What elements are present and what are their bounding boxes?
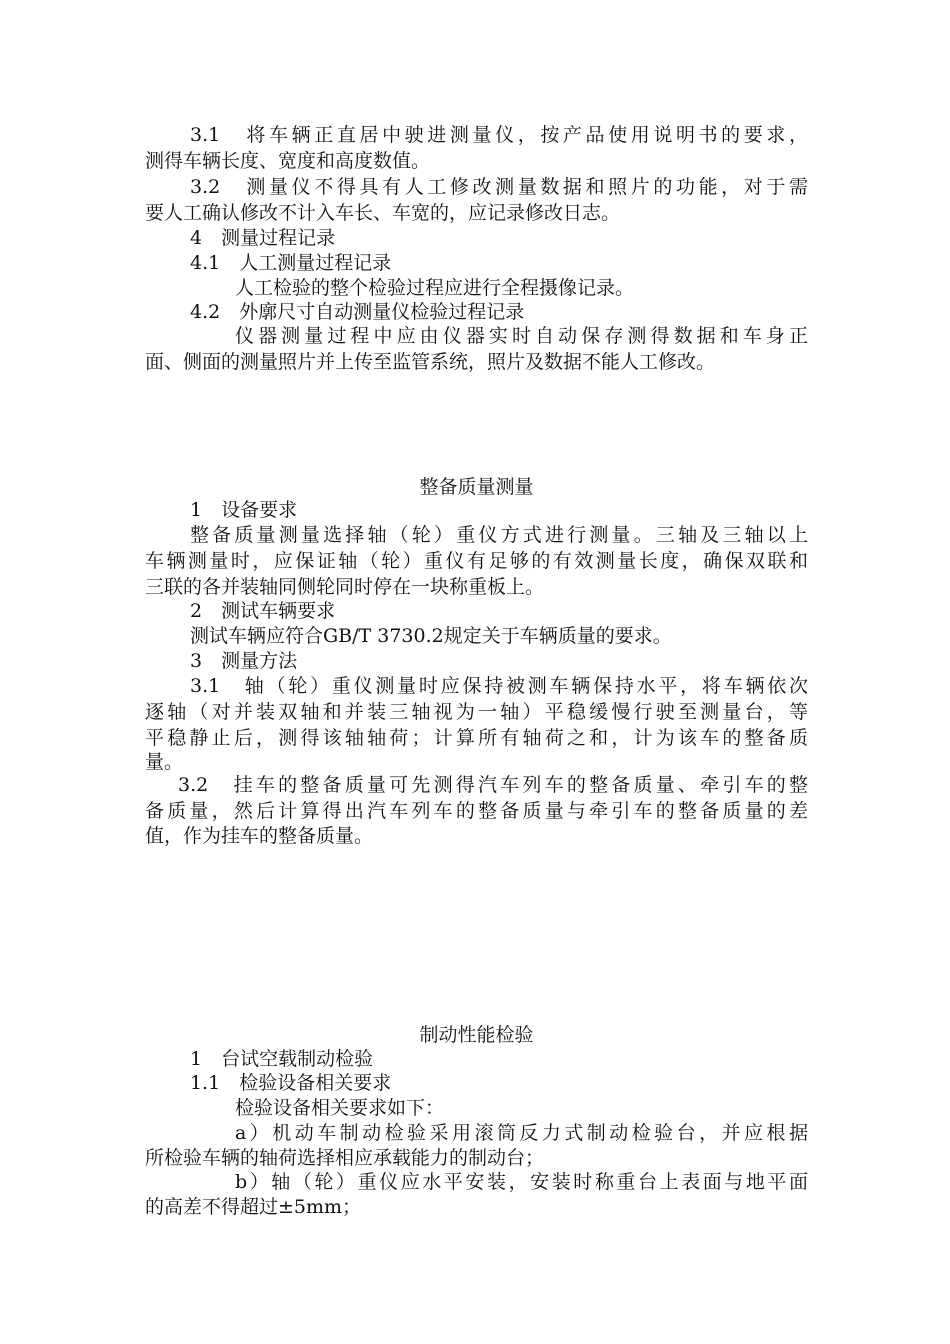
paragraph-mass-1-line-2: 车辆测量时，应保证轴（轮）重仪有足够的有效测量长度，确保双联和	[145, 550, 808, 572]
paragraph-mass-3-1-line-4: 量。	[145, 751, 184, 773]
paragraph-mass-3-1-line-1: 3.1 轴（轮）重仪测量时应保持被测车辆保持水平，将车辆依次	[190, 675, 808, 697]
paragraph-mass-3-2-line-3: 值，作为挂车的整备质量。	[145, 825, 374, 847]
paragraph-4-1: 人工检验的整个检验过程应进行全程摄像记录。	[235, 277, 635, 299]
paragraph-3-2-line-1: 3.2 测量仪不得具有人工修改测量数据和照片的功能，对于需	[190, 176, 808, 198]
paragraph-3-2-line-2: 要人工确认修改不计入车长、车宽的，应记录修改日志。	[145, 202, 621, 224]
item-b-line-1: b）轴（轮）重仪应水平安装，安装时称重台上表面与地平面	[235, 1171, 808, 1193]
paragraph-4-2-line-2: 面、侧面的测量照片并上传至监管系统，照片及数据不能人工修改。	[145, 351, 716, 373]
heading-4-1: 4.1 人工测量过程记录	[190, 252, 392, 274]
heading-mass-3: 3 测量方法	[190, 650, 298, 672]
heading-brake-1-1: 1.1 检验设备相关要求	[190, 1072, 392, 1094]
paragraph-mass-1-line-1: 整备质量测量选择轴（轮）重仪方式进行测量。三轴及三轴以上	[190, 524, 808, 546]
item-b-line-2: 的高差不得超过±5mm；	[145, 1196, 362, 1218]
paragraph-mass-3-2-line-1: 3.2 挂车的整备质量可先测得汽车列车的整备质量、牵引车的整	[178, 774, 808, 796]
paragraph-brake-intro: 检验设备相关要求如下：	[235, 1097, 445, 1119]
item-a-line-1: a）机动车制动检验采用滚筒反力式制动检验台，并应根据	[235, 1122, 808, 1144]
paragraph-mass-3-1-line-2: 逐轴（对并装双轴和并装三轴视为一轴）平稳缓慢行驶至测量台，等	[145, 701, 808, 723]
heading-mass-2: 2 测试车辆要求	[190, 600, 336, 622]
section-title-mass: 整备质量测量	[419, 476, 534, 498]
paragraph-mass-1-line-3: 三联的各并装轴同侧轮同时停在一块称重板上。	[145, 576, 545, 598]
item-a-line-2: 所检验车辆的轴荷选择相应承载能力的制动台；	[145, 1147, 545, 1169]
paragraph-mass-3-1-line-3: 平稳静止后，测得该轴轴荷；计算所有轴荷之和，计为该车的整备质	[145, 727, 808, 749]
paragraph-3-1-line-2: 测得车辆长度、宽度和高度数值。	[145, 150, 431, 172]
heading-4: 4 测量过程记录	[190, 227, 336, 249]
heading-brake-1: 1 台试空载制动检验	[190, 1048, 374, 1070]
paragraph-4-2-line-1: 仪器测量过程中应由仪器实时自动保存测得数据和车身正	[235, 325, 808, 347]
paragraph-mass-3-2-line-2: 备质量，然后计算得出汽车列车的整备质量与牵引车的整备质量的差	[145, 800, 808, 822]
heading-mass-1: 1 设备要求	[190, 499, 298, 521]
paragraph-mass-2: 测试车辆应符合GB/T 3730.2规定关于车辆质量的要求。	[190, 625, 672, 647]
paragraph-3-1-line-1: 3.1 将车辆正直居中驶进测量仪，按产品使用说明书的要求，	[190, 124, 808, 146]
heading-4-2: 4.2 外廓尺寸自动测量仪检验过程记录	[190, 301, 525, 323]
section-title-brake: 制动性能检验	[419, 1024, 534, 1046]
